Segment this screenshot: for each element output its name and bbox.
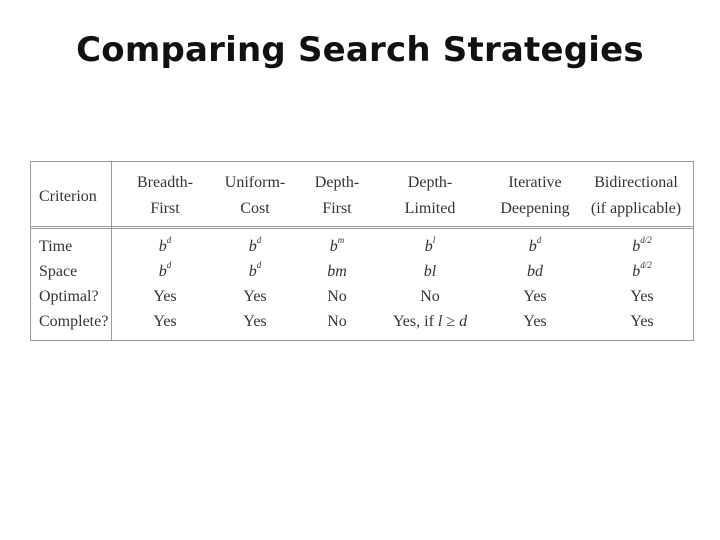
table-cell: Yes xyxy=(523,288,547,305)
header-depth-first-line1: Depth- xyxy=(314,174,360,191)
table-cell: No xyxy=(420,288,440,305)
header-bidirectional-line1: Bidirectional xyxy=(594,174,678,191)
table-cell: $b^d$ xyxy=(528,235,542,255)
table-cell: Yes xyxy=(523,313,547,330)
table-cell: $b^d$ xyxy=(158,260,172,280)
row-label-optimal: Optimal? xyxy=(39,288,99,305)
table-cell: $b^d$ xyxy=(248,260,262,280)
row-label-space: Space xyxy=(39,263,78,280)
slide-title: Comparing Search Strategies xyxy=(76,30,644,70)
header-breadth-first-line1: Breadth- xyxy=(137,174,193,191)
header-uniform-cost-line1: Uniform- xyxy=(224,174,286,191)
header-bidirectional-line2: (if applicable) xyxy=(590,200,682,217)
table-cell: $b^l$ xyxy=(424,235,436,255)
table-cell: $b^d$ xyxy=(158,235,172,255)
table-header-divider xyxy=(31,226,693,227)
table-cell: Yes xyxy=(243,288,267,305)
table-cell: bm xyxy=(327,263,347,280)
header-breadth-first-line2: First xyxy=(150,200,180,217)
row-label-time: Time xyxy=(39,238,73,255)
table-cell: Yes xyxy=(630,288,654,305)
row-label-complete: Complete? xyxy=(39,313,109,330)
table-cell: No xyxy=(327,288,347,305)
header-depth-first-line2: First xyxy=(322,200,352,217)
table-cell: $b^m$ xyxy=(329,235,345,255)
header-depth-limited-line1: Depth- xyxy=(407,174,453,191)
search-strategies-table xyxy=(30,161,694,341)
table-cell: Yes xyxy=(153,313,177,330)
table-cell: bd xyxy=(527,263,543,280)
table-cell: Yes xyxy=(243,313,267,330)
table-cell: bl xyxy=(423,263,437,280)
header-depth-limited-line2: Limited xyxy=(404,200,456,217)
table-cell: Yes, if l ≥ d xyxy=(392,313,468,330)
table-cell: $b^d$ xyxy=(248,235,262,255)
header-iterative-deepening-line2: Deepening xyxy=(500,200,570,217)
table-cell: Yes xyxy=(630,313,654,330)
table-cell: $b^{d/2}$ xyxy=(632,260,652,280)
header-uniform-cost-line2: Cost xyxy=(240,200,270,217)
table-header-divider-double xyxy=(31,228,693,229)
table-cell: $b^{d/2}$ xyxy=(632,235,652,255)
table-cell: Yes xyxy=(153,288,177,305)
header-criterion: Criterion xyxy=(39,188,97,205)
header-iterative-deepening-line1: Iterative xyxy=(508,174,562,191)
table-cell: No xyxy=(327,313,347,330)
